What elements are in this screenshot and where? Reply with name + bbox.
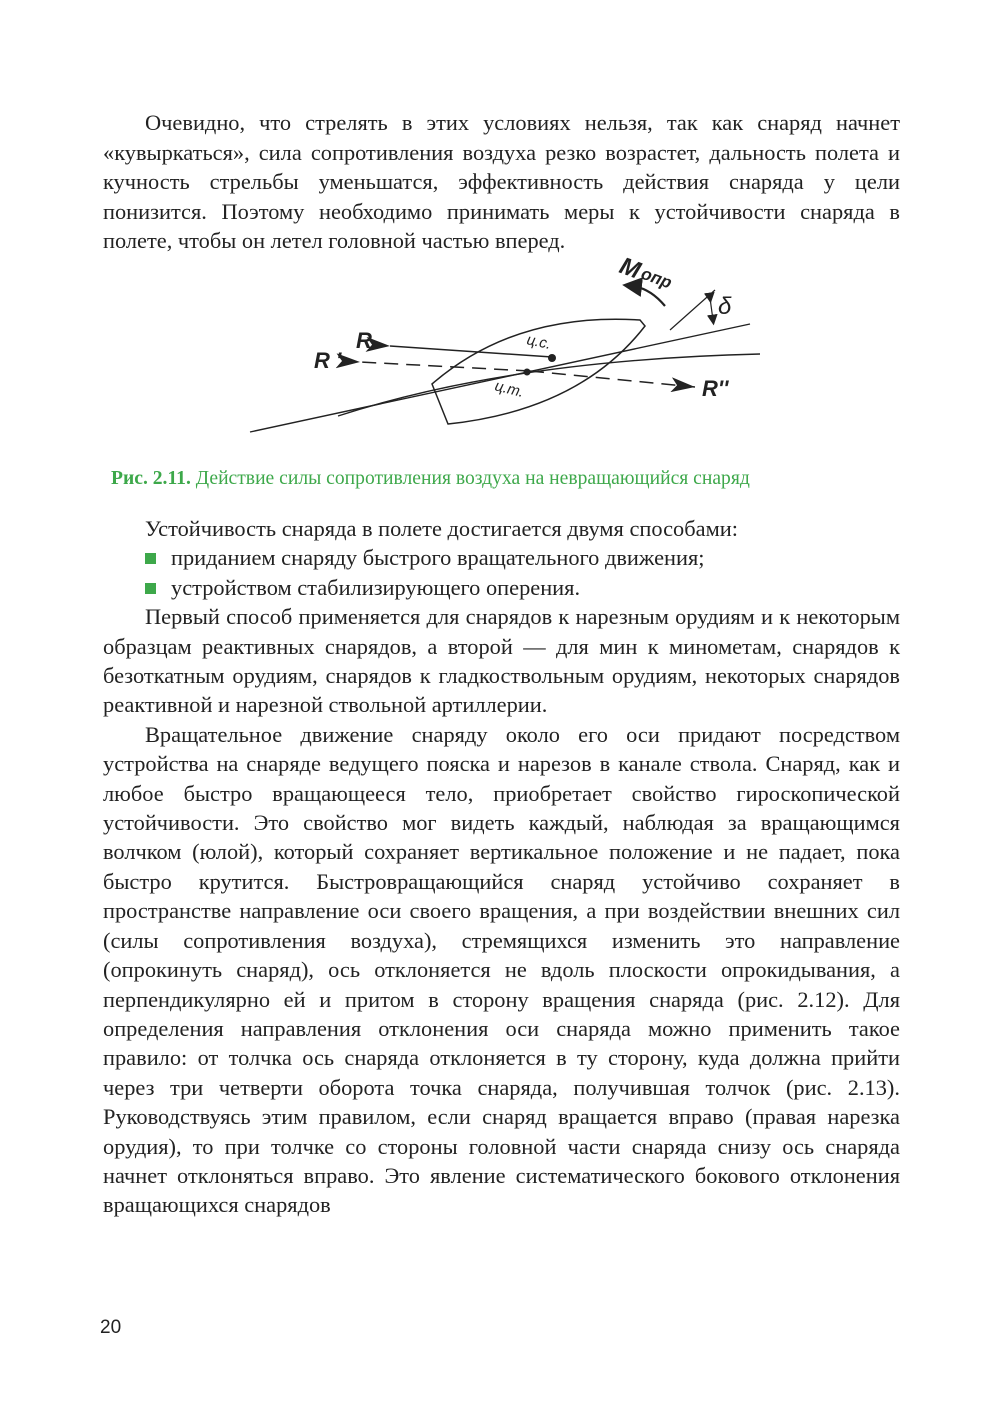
bullet-item xyxy=(103,543,900,572)
label-r-double-prime: R'' xyxy=(702,376,729,401)
delta-tick xyxy=(710,298,713,320)
top-paragraph: Очевидно, что стрелять в этих условиях нельзя, так как снаряд начнет «кувыркаться», сила сопротивления воздуха резко возрастет, дальность полета и кучность стрельбы уменьшатся, эффективность действия снаряда у цели понизится. Поэтому необходимо принимать меры к устойчивости снаряда в полете, чтобы он летел головной частью вперед. xyxy=(103,110,900,254)
bullet-text: приданием снаряду быстрого вращательного движения; xyxy=(171,545,705,571)
projectile-diagram xyxy=(240,250,760,450)
figure-caption xyxy=(111,466,901,492)
bullet-item xyxy=(103,573,900,602)
force-r-prime-arrow xyxy=(360,362,530,371)
label-r-prime: R ' xyxy=(314,348,342,373)
page-number: 20 xyxy=(100,1317,122,1338)
label-cs: ц.с. xyxy=(525,331,553,353)
caption-text: Действие силы сопротивления воздуха на невращающийся снаряд xyxy=(195,468,750,489)
center-of-gravity-point xyxy=(524,369,531,376)
figure-2-11 xyxy=(240,250,760,450)
center-of-pressure-point xyxy=(548,354,556,362)
label-ct: ц.т. xyxy=(493,377,526,401)
label-delta: δ xyxy=(718,293,732,320)
intro-line: Устойчивость снаряда в полете достигается двумя способами: xyxy=(145,516,738,541)
paragraph-3: Вращательное движение снаряду около его оси придают посредством устройства на снаряде ведущего пояска и нарезов в канале ствола. Снаряд, как и любое быстро вращающееся тело, приобретает свойство гироскопической устойчивости. Это свойство мог видеть каждый, наблюдая за вращающимся волчком (юлой), который сохраняет вертикальное положение и не падает, пока быстро крутится. Быстровращающийся снаряд устойчиво сохраняет в пространстве направление оси своего вращения, а при воздействии внешних сил (силы сопротивления воздуха), стремящихся изменить это направление (опрокинуть снаряд), ось отклоняется не вдоль плоскости опрокидывания, а перпендикулярно ей и притом в сторону вращения снаряда (рис. 2.12). Для определения направления отклонения оси снаряда можно применить такое правило: от толчка ось снаряда отклоняется в ту сторону, куда должна прийти через три четверти оборота точка снаряда, получившая толчок (рис. 2.13). Руководствуясь этим правилом, если снаряд вращается вправо (правая нарезка орудия), то при толчке со стороны головной части снаряда снизу ось снаряда начнет отклоняться вправо. Это явление систематического бокового отклонения вращающихся снарядов xyxy=(103,721,900,1218)
body-text xyxy=(103,514,900,1220)
bullet-text: устройством стабилизирующего оперения. xyxy=(171,574,581,600)
trajectory-curve xyxy=(338,354,760,416)
bullet-square-icon xyxy=(145,583,156,594)
force-r-double-prime-arrow xyxy=(530,371,695,387)
paragraph-2: Первый способ применяется для снарядов к нарезным орудиям и к некоторым образцам реактивных снарядов, а второй — для мин к минометам, снарядов к безоткатным орудиям, снарядов к гладкоствольным орудиям, некоторых снарядов реактивной и нарезной ствольной артиллерии. xyxy=(103,604,900,718)
label-r: R xyxy=(356,328,372,353)
caption-number: Рис. 2.11. xyxy=(111,468,191,489)
label-m-sub: опр xyxy=(638,263,675,293)
delta-reference-line xyxy=(670,290,715,330)
label-m: M xyxy=(615,252,644,285)
bullet-square-icon xyxy=(145,553,156,564)
